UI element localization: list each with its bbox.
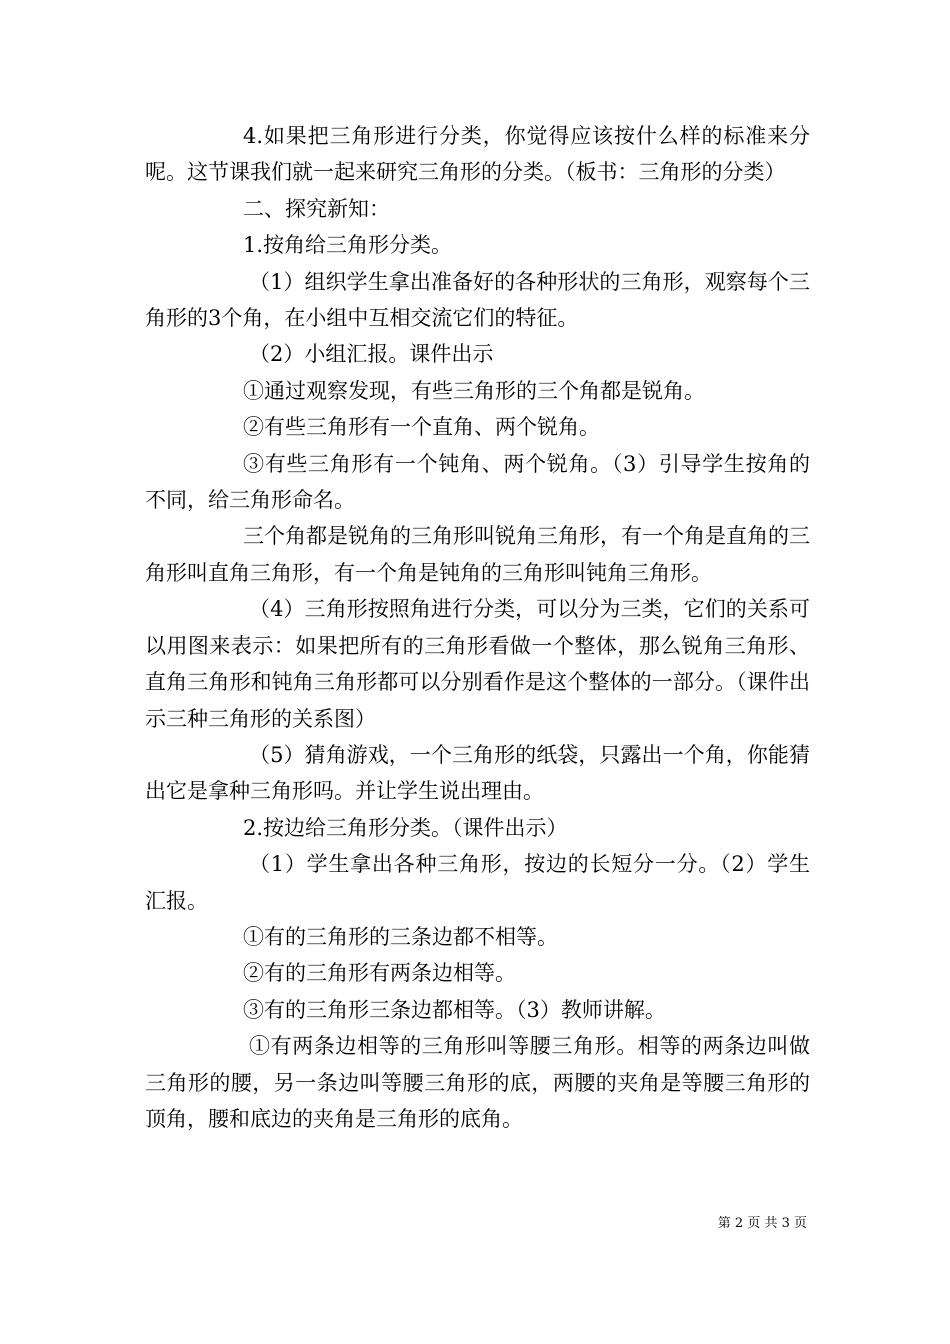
- paragraph-isosceles-definition: ①有两条边相等的三角形叫等腰三角形。相等的两条边叫做三角形的腰，另一条边叫等腰三角形的底，两腰的夹角是等腰三角形的顶角，腰和底边的夹角是三角形的底角。: [145, 1034, 810, 1131]
- list-item-equilateral: ③有的三角形三条边都相等。（3）教师讲解。: [243, 997, 666, 1022]
- paragraph-side-step-1: （1）学生拿出各种三角形，按边的长短分一分。（2）学生汇报。: [145, 852, 810, 913]
- subheading-classify-by-angle: 1.按角给三角形分类。: [243, 233, 453, 258]
- list-item-isosceles: ②有的三角形有两条边相等。: [243, 961, 516, 986]
- list-item-right: ②有些三角形有一个直角、两个锐角。: [243, 415, 600, 440]
- paragraph-step-4: （4）三角形按照角进行分类，可以分为三类，它们的关系可以用图来表示：如果把所有的三角形看做一个整体，那么锐角三角形、直角三角形和钝角三角形都可以分别看作是这个整体的一部分。（课件出示三种三角形的关系图）: [145, 597, 810, 731]
- paragraph-definitions: 三个角都是锐角的三角形叫锐角三角形，有一个角是直角的三角形叫直角三角形，有一个角是钝角的三角形叫钝角三角形。: [145, 524, 810, 585]
- page-footer: 第 2 页 共 3 页: [717, 1216, 807, 1231]
- paragraph-intro-question: 4.如果把三角形进行分类，你觉得应该按什么样的标准来分呢。这节课我们就一起来研究三角形的分类。（板书：三角形的分类）: [145, 124, 810, 185]
- list-item-acute: ①通过观察发现，有些三角形的三个角都是锐角。: [243, 378, 705, 403]
- list-item-scalene: ①有的三角形的三条边都不相等。: [243, 924, 558, 949]
- list-item-obtuse: ③有些三角形有一个钝角、两个锐角。（3）引导学生按角的不同，给三角形命名。: [145, 451, 810, 513]
- document-body: [145, 118, 810, 1137]
- section-heading-explore: 二、探究新知：: [243, 196, 390, 221]
- paragraph-step-1: （1）组织学生拿出准备好的各种形状的三角形，观察每个三角形的3个角，在小组中互相交流它们的特征。: [145, 269, 810, 331]
- paragraph-step-5: （5）猜角游戏，一个三角形的纸袋，只露出一个角，你能猜出它是拿种三角形吗。并让学生说出理由。: [145, 742, 810, 804]
- paragraph-step-2: （2）小组汇报。课件出示: [249, 342, 494, 367]
- subheading-classify-by-side: 2.按边给三角形分类。（课件出示）: [243, 815, 568, 840]
